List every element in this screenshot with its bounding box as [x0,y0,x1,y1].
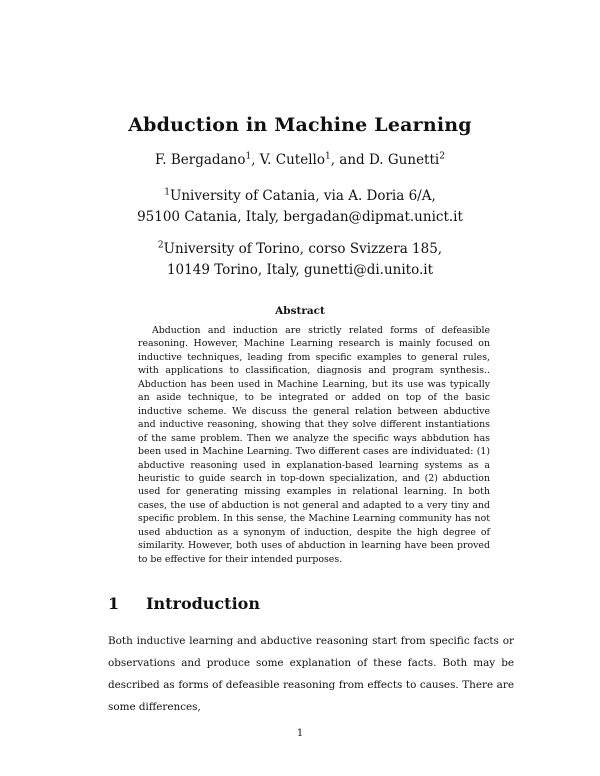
author-line [0,152,600,168]
affiliation-line: 10149 Torino, Italy, gunetti@di.unito.it [166,262,434,278]
section-title: Introduction [146,594,260,613]
affiliation-1 [0,186,600,228]
affiliation-mark: 2 [157,240,164,251]
author-affiliation-mark: 1 [324,151,331,162]
affiliation-line: University of Torino, corso Svizzera 185, [163,241,443,257]
author-separator: , [251,152,260,168]
page-number: 1 [296,728,304,739]
abstract-heading: Abstract [275,305,325,317]
author-separator: , and [330,152,369,168]
intro-paragraph: Both inductive learning and abductive reasoning start from specific facts or observations and produce some explanation of these facts. Both may be described as forms of defeasible reasoning from effects to causes. There are some differences, [108,635,514,713]
author-name: D. Gunetti [368,152,440,168]
author-affiliation-mark: 1 [245,151,252,162]
abstract-text: Abduction and induction are strictly related forms of defeasible reasoning. However, Machine Learning research is mainly focused on inductive techniques, leading from specific examples to general rules, with applications to classification, diagnosis and program synthesis.. Abduction has been used in Machine Learning, but its use was typically an aside technique, to be integrated or added on top of the basic inductive scheme. We discuss the general relation between abductive and inductive reasoning, showing that they solve different instantiations of the same problem. Then we analyze the specific ways abbdution has been used in Machine Learning. Two different cases are individuated: (1) abductive reasoning used in explanation-based learning systems as a heuristic to guide search in top-down specialization, and (2) abduction used for generating missing examples in relational learning. In both cases, the use of abduction is not general and adapted to a very tiny and specific problem. In this sense, the Machine Learning community has not used abduction as a synonym of induction, despite the high degree of similarity. However, both uses of abduction in learning have been proved to be effective for their intended purposes. [138,325,490,565]
author-name: F. Bergadano [155,152,246,168]
paper-title: Abduction in Machine Learning [128,114,472,136]
section-heading [108,594,260,613]
affiliation-line: 95100 Catania, Italy, bergadan@dipmat.unict.it [137,209,463,225]
affiliation-2 [0,239,600,281]
author-affiliation-mark: 2 [439,151,445,162]
affiliation-line: University of Catania, via A. Doria 6/A, [169,188,436,204]
section-number: 1 [108,594,120,613]
affiliation-mark: 1 [164,187,170,198]
author-name: V. Cutello [259,152,325,168]
